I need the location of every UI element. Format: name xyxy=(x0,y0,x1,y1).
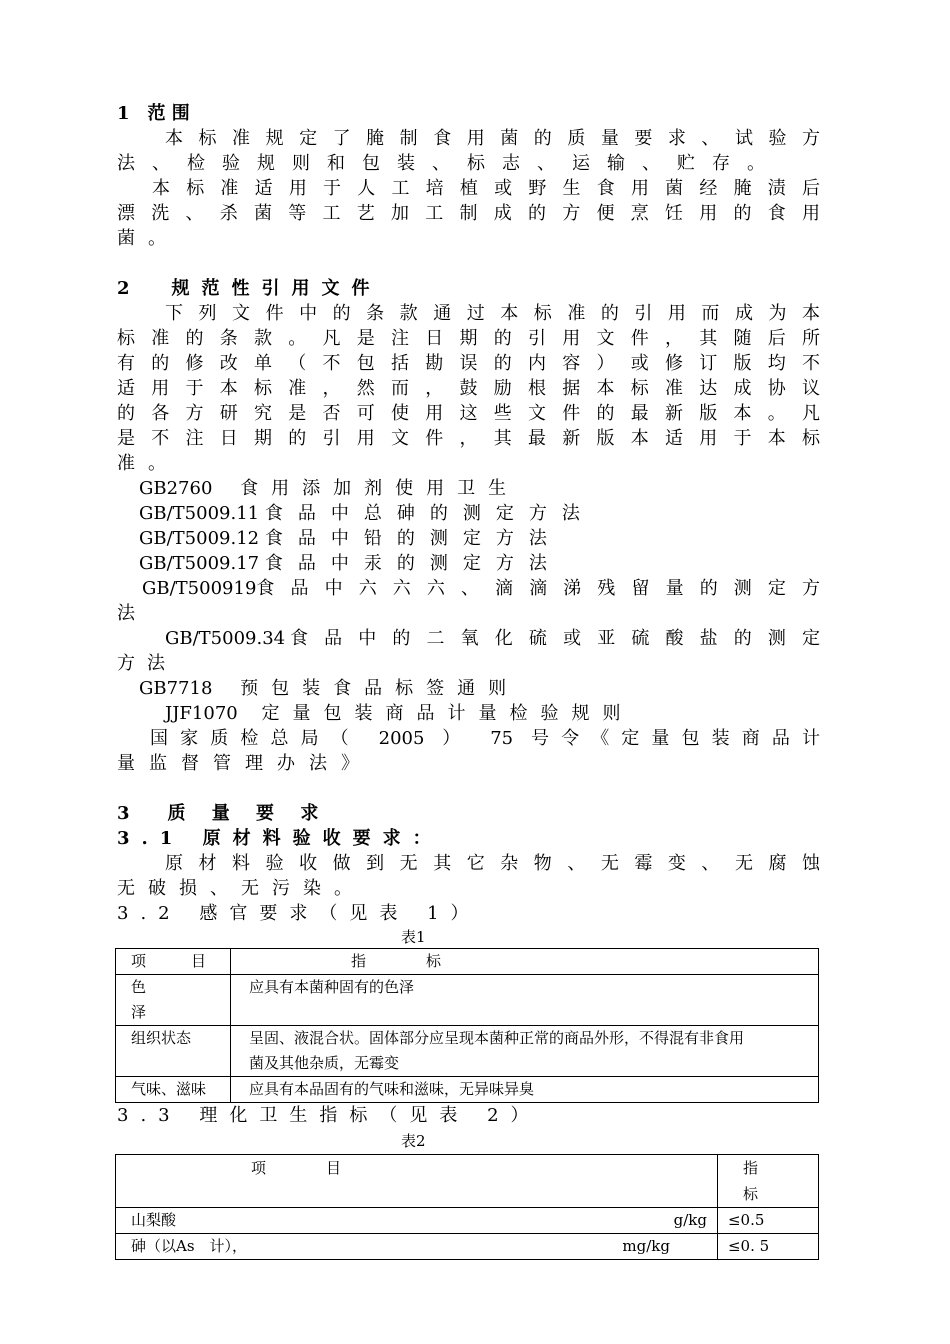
reference-code: JJF1070 xyxy=(165,703,238,724)
table-cell-item: 山梨酸 g/kg xyxy=(116,1208,718,1234)
section-3-3-heading: 3.3 理化卫生指标（见表 2） xyxy=(117,1105,541,1126)
section-1-paragraph-1-line-2: 法、检验规则和包装、标志、运输、贮存。 xyxy=(117,153,782,174)
reference-code: GB/T5009.17 xyxy=(139,553,260,574)
table-row xyxy=(116,1208,819,1234)
section-2-paragraph-line-1: 下列文件中的条款通过本标准的引用而成为本 xyxy=(165,303,820,324)
section-2-paragraph-line-6: 是不注日期的引用文件，其最新版本适用于本标 xyxy=(117,428,820,449)
table-row xyxy=(116,1077,819,1103)
table-cell-item: 色 泽 xyxy=(116,975,231,1026)
table-cell-value: ≤0.5 xyxy=(717,1208,818,1234)
section-3-heading: 3 质 量 要 求 xyxy=(117,803,329,824)
table-cell-unit: mg/kg xyxy=(622,1237,670,1255)
reference-2 xyxy=(139,501,842,526)
table-cell-item: 气味、滋味 xyxy=(116,1077,231,1103)
section-2-heading: 2 规范性引用文件 xyxy=(117,278,382,299)
table-header-item: 项 目 xyxy=(116,1155,718,1208)
reference-5-continued: 法 xyxy=(117,603,135,624)
reference-title: 食品中铅的测定方法 xyxy=(264,528,562,549)
reference-title: 定量包装商品计量检验规则 xyxy=(261,703,634,724)
section-2-paragraph-line-7: 准。 xyxy=(117,453,179,474)
table-cell-item: 砷（以As 计）， mg/kg xyxy=(116,1234,718,1260)
section-3-2-heading: 3.2 感官要求（见表 1） xyxy=(117,903,481,924)
reference-title: 食用添加剂使用卫生 xyxy=(240,478,520,499)
table-cell-value: ≤0. 5 xyxy=(717,1234,818,1260)
reference-code: GB/T500919 xyxy=(142,578,257,599)
reference-7 xyxy=(139,676,842,701)
table-1 xyxy=(115,948,819,1103)
section-1-paragraph-2-line-1: 本标准适用于人工培植或野生食用菌经腌渍后 xyxy=(152,178,820,199)
reference-title: 预包装食品标签通则 xyxy=(240,678,520,699)
reference-code: GB/T5009.11 xyxy=(139,503,260,524)
reference-title: 食品中汞的测定方法 xyxy=(264,553,562,574)
table-2 xyxy=(115,1154,819,1260)
reference-5 xyxy=(142,576,820,601)
table-header-index: 指 标 xyxy=(717,1155,818,1208)
table-2-caption: 表2 xyxy=(401,1132,426,1150)
table-header-row xyxy=(116,949,819,975)
reference-9-line-2: 量监督管理办法》 xyxy=(117,753,373,774)
table-cell-value: 应具有本菌种固有的色泽 xyxy=(231,975,819,1026)
table-row xyxy=(116,1026,819,1077)
section-3-1-line-1: 原材料验收做到无其它杂物、无霉变、无腐蚀 xyxy=(165,853,820,874)
section-2-paragraph-line-2: 标准的条款。凡是注日期的引用文件，其随后所 xyxy=(117,328,820,349)
table-header-item: 项 目 xyxy=(116,949,231,975)
table-cell-unit: g/kg xyxy=(673,1211,707,1229)
reference-1 xyxy=(139,476,842,501)
section-2-paragraph-line-5: 的各方研究是否可使用这些文件的最新版本。凡 xyxy=(117,403,820,424)
section-3-1-line-2: 无破损、无污染。 xyxy=(117,878,365,899)
table-row xyxy=(116,975,819,1026)
reference-title: 食品中总砷的测定方法 xyxy=(264,503,595,524)
reference-code: GB/T5009.12 xyxy=(139,528,260,549)
table-cell-item: 组织状态 xyxy=(116,1026,231,1077)
table-header-row xyxy=(116,1155,819,1208)
reference-code: GB7718 xyxy=(139,678,213,699)
reference-title: 食品中的二氧化硫或亚硫酸盐的测定 xyxy=(290,628,820,649)
reference-8 xyxy=(165,701,868,726)
section-2-paragraph-line-4: 适用于本标准，然而，鼓励根据本标准达成协议 xyxy=(117,378,820,399)
reference-6 xyxy=(165,626,820,651)
table-header-index: 指 标 xyxy=(231,949,819,975)
section-1-heading: 1 范 围 xyxy=(117,103,190,124)
reference-code: GB2760 xyxy=(139,478,213,499)
section-3-1-heading: 3.1 原材料验收要求： xyxy=(117,828,443,849)
table-1-caption: 表1 xyxy=(401,928,426,946)
section-1-paragraph-2-line-2: 漂洗、杀菌等工艺加工制成的方便烹饪用的食用 xyxy=(117,203,820,224)
reference-9-line-1: 国家质检总局（ 2005 ） 75 号令《定量包装商品计 xyxy=(150,728,820,749)
reference-3 xyxy=(139,526,842,551)
reference-4 xyxy=(139,551,842,576)
section-1-paragraph-1-line-1: 本标准规定了腌制食用菌的质量要求、试验方 xyxy=(165,128,820,149)
table-cell-value: 呈固、液混合状。固体部分应呈现本菌种正常的商品外形，不得混有非食用 菌及其他杂质，无霉变 xyxy=(231,1026,819,1077)
table-row xyxy=(116,1234,819,1260)
reference-6-continued: 方法 xyxy=(117,653,177,674)
section-1-paragraph-2-line-3: 菌。 xyxy=(117,228,179,249)
section-2-paragraph-line-3: 有的修改单（不包括勘误的内容）或修订版均不 xyxy=(117,353,820,374)
table-cell-value: 应具有本品固有的气味和滋味，无异味异臭 xyxy=(231,1077,819,1103)
reference-title: 食品中六六六、滴滴涕残留量的测定方 xyxy=(256,578,820,599)
reference-code: GB/T5009.34 xyxy=(165,628,286,649)
